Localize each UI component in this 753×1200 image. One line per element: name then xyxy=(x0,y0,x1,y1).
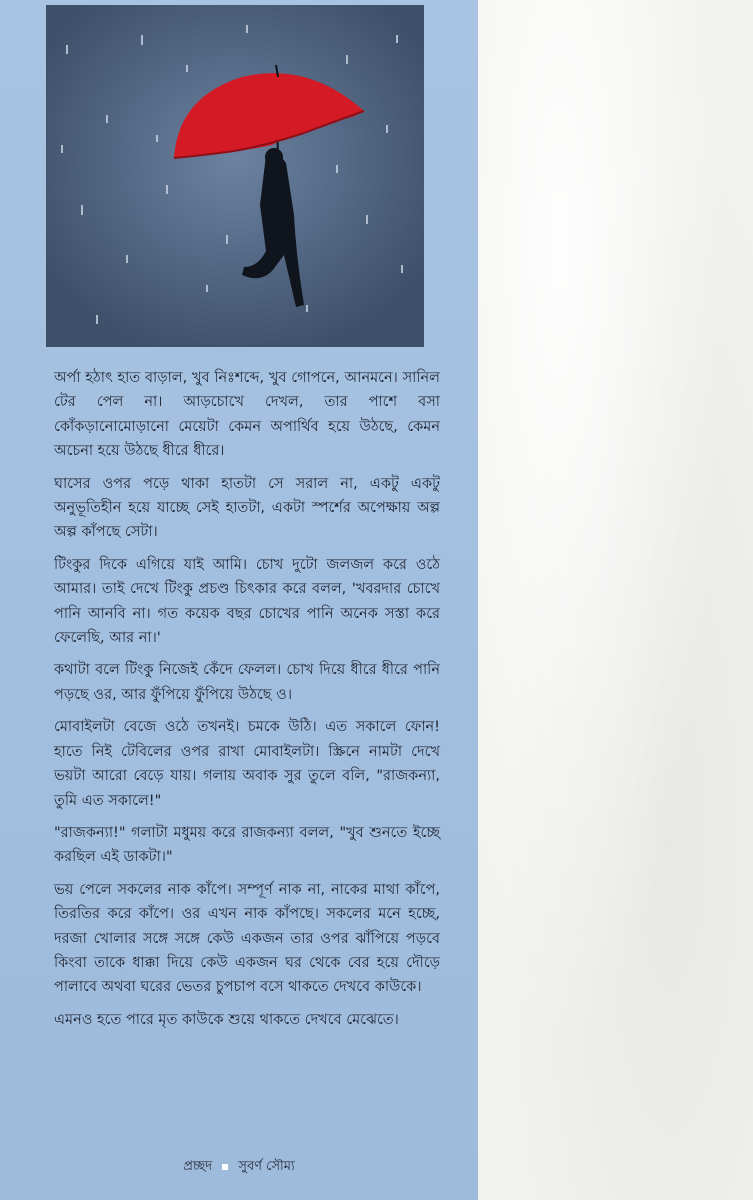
paragraph: মোবাইলটা বেজে ওঠে তখনই। চমকে উঠি। এত সকালে ফোন! হাতে নিই টেবিলের ওপর রাখা মোবাইলটা। স্ক্রিনে নামটা দেখে ভয়টা আরো বেড়ে যায়। গলায় অবাক সুর তুলে বলি, "রাজকন্যা, তুমি এত সকালে!" xyxy=(54,719,440,809)
paragraph: টিংকুর দিকে এগিয়ে যাই আমি। চোখ দুটো জলজল করে ওঠে আমার। তাই দেখে টিংকু প্রচণ্ড চিৎকার করে বলল, 'খবরদার চোখে পানি আনবি না। গত কয়েক বছর চোখের পানি অনেক সস্তা করে ফেলেছি, আর না।' xyxy=(54,556,440,647)
paragraph: এমনও হতে পারে মৃত কাউকে শুয়ে থাকতে দেখবে মেঝেতে। xyxy=(54,1011,399,1028)
paper-background xyxy=(478,0,753,1200)
paragraph: ভয় পেলে সকলের নাক কাঁপে। সম্পূর্ণ নাক না, নাকের মাথা কাঁপে, তিরতির করে কাঁপে। ওর এখন নাক কাঁপছে। সকলের মনে হচ্ছে, দরজা খোলার সঙ্গে সঙ্গে কেউ একজন তার ওপর ঝাঁপিয়ে পড়বে কিংবা তাকে ধাক্কা দিয়ে কেউ একজন ঘর থেকে বের হয়ে দৌড়ে পালাবে অথবা ঘরের ভেতর চুপচাপ বসে থাকতে দেখবে কাউকে। xyxy=(54,881,440,996)
paragraph: কথাটা বলে টিংকু নিজেই কেঁদে ফেলল। চোখ দিয়ে ধীরে ধীরে পানি পড়ছে ওর, আর ফুঁপিয়ে ফুঁপিয়ে উঠছে ও। xyxy=(54,662,440,703)
red-umbrella-rain-photo-icon xyxy=(46,5,424,347)
paragraph: ঘাসের ওপর পড়ে থাকা হাতটা সে সরাল না, একটু একটু অনুভূতিহীন হয়ে যাচ্ছে সেই হাতটা, একটা স্পর্শের অপেক্ষায় অল্প অল্প কাঁপছে সেটা। xyxy=(54,475,440,541)
cover-credit xyxy=(0,1157,478,1178)
paragraph: অর্পা হঠাৎ হাত বাড়াল, খুব নিঃশব্দে, খুব গোপনে, আনমনে। সানিল টের পেল না। আড়চোখে দেখল, তার পাশে বসা কোঁকড়ানোমোড়ানো মেয়েটা কেমন অপার্থিব হয়ে উঠছে, কেমন অচেনা হয়ে উঠছে ধীরে ধীরে। xyxy=(54,370,440,460)
cover-credit-artist: সুবর্ণ সৌম্য xyxy=(238,1159,295,1174)
cover-photo xyxy=(46,5,424,347)
paragraph: "রাজকন্যা!" গলাটা মধুময় করে রাজকন্যা বলল, "খুব শুনতে ইচ্ছে করছিল এই ডাকটা।" xyxy=(54,824,440,866)
separator-dot-icon xyxy=(222,1164,228,1170)
cover-credit-label: প্রচ্ছদ xyxy=(183,1159,213,1174)
blurb-text xyxy=(54,366,440,1040)
